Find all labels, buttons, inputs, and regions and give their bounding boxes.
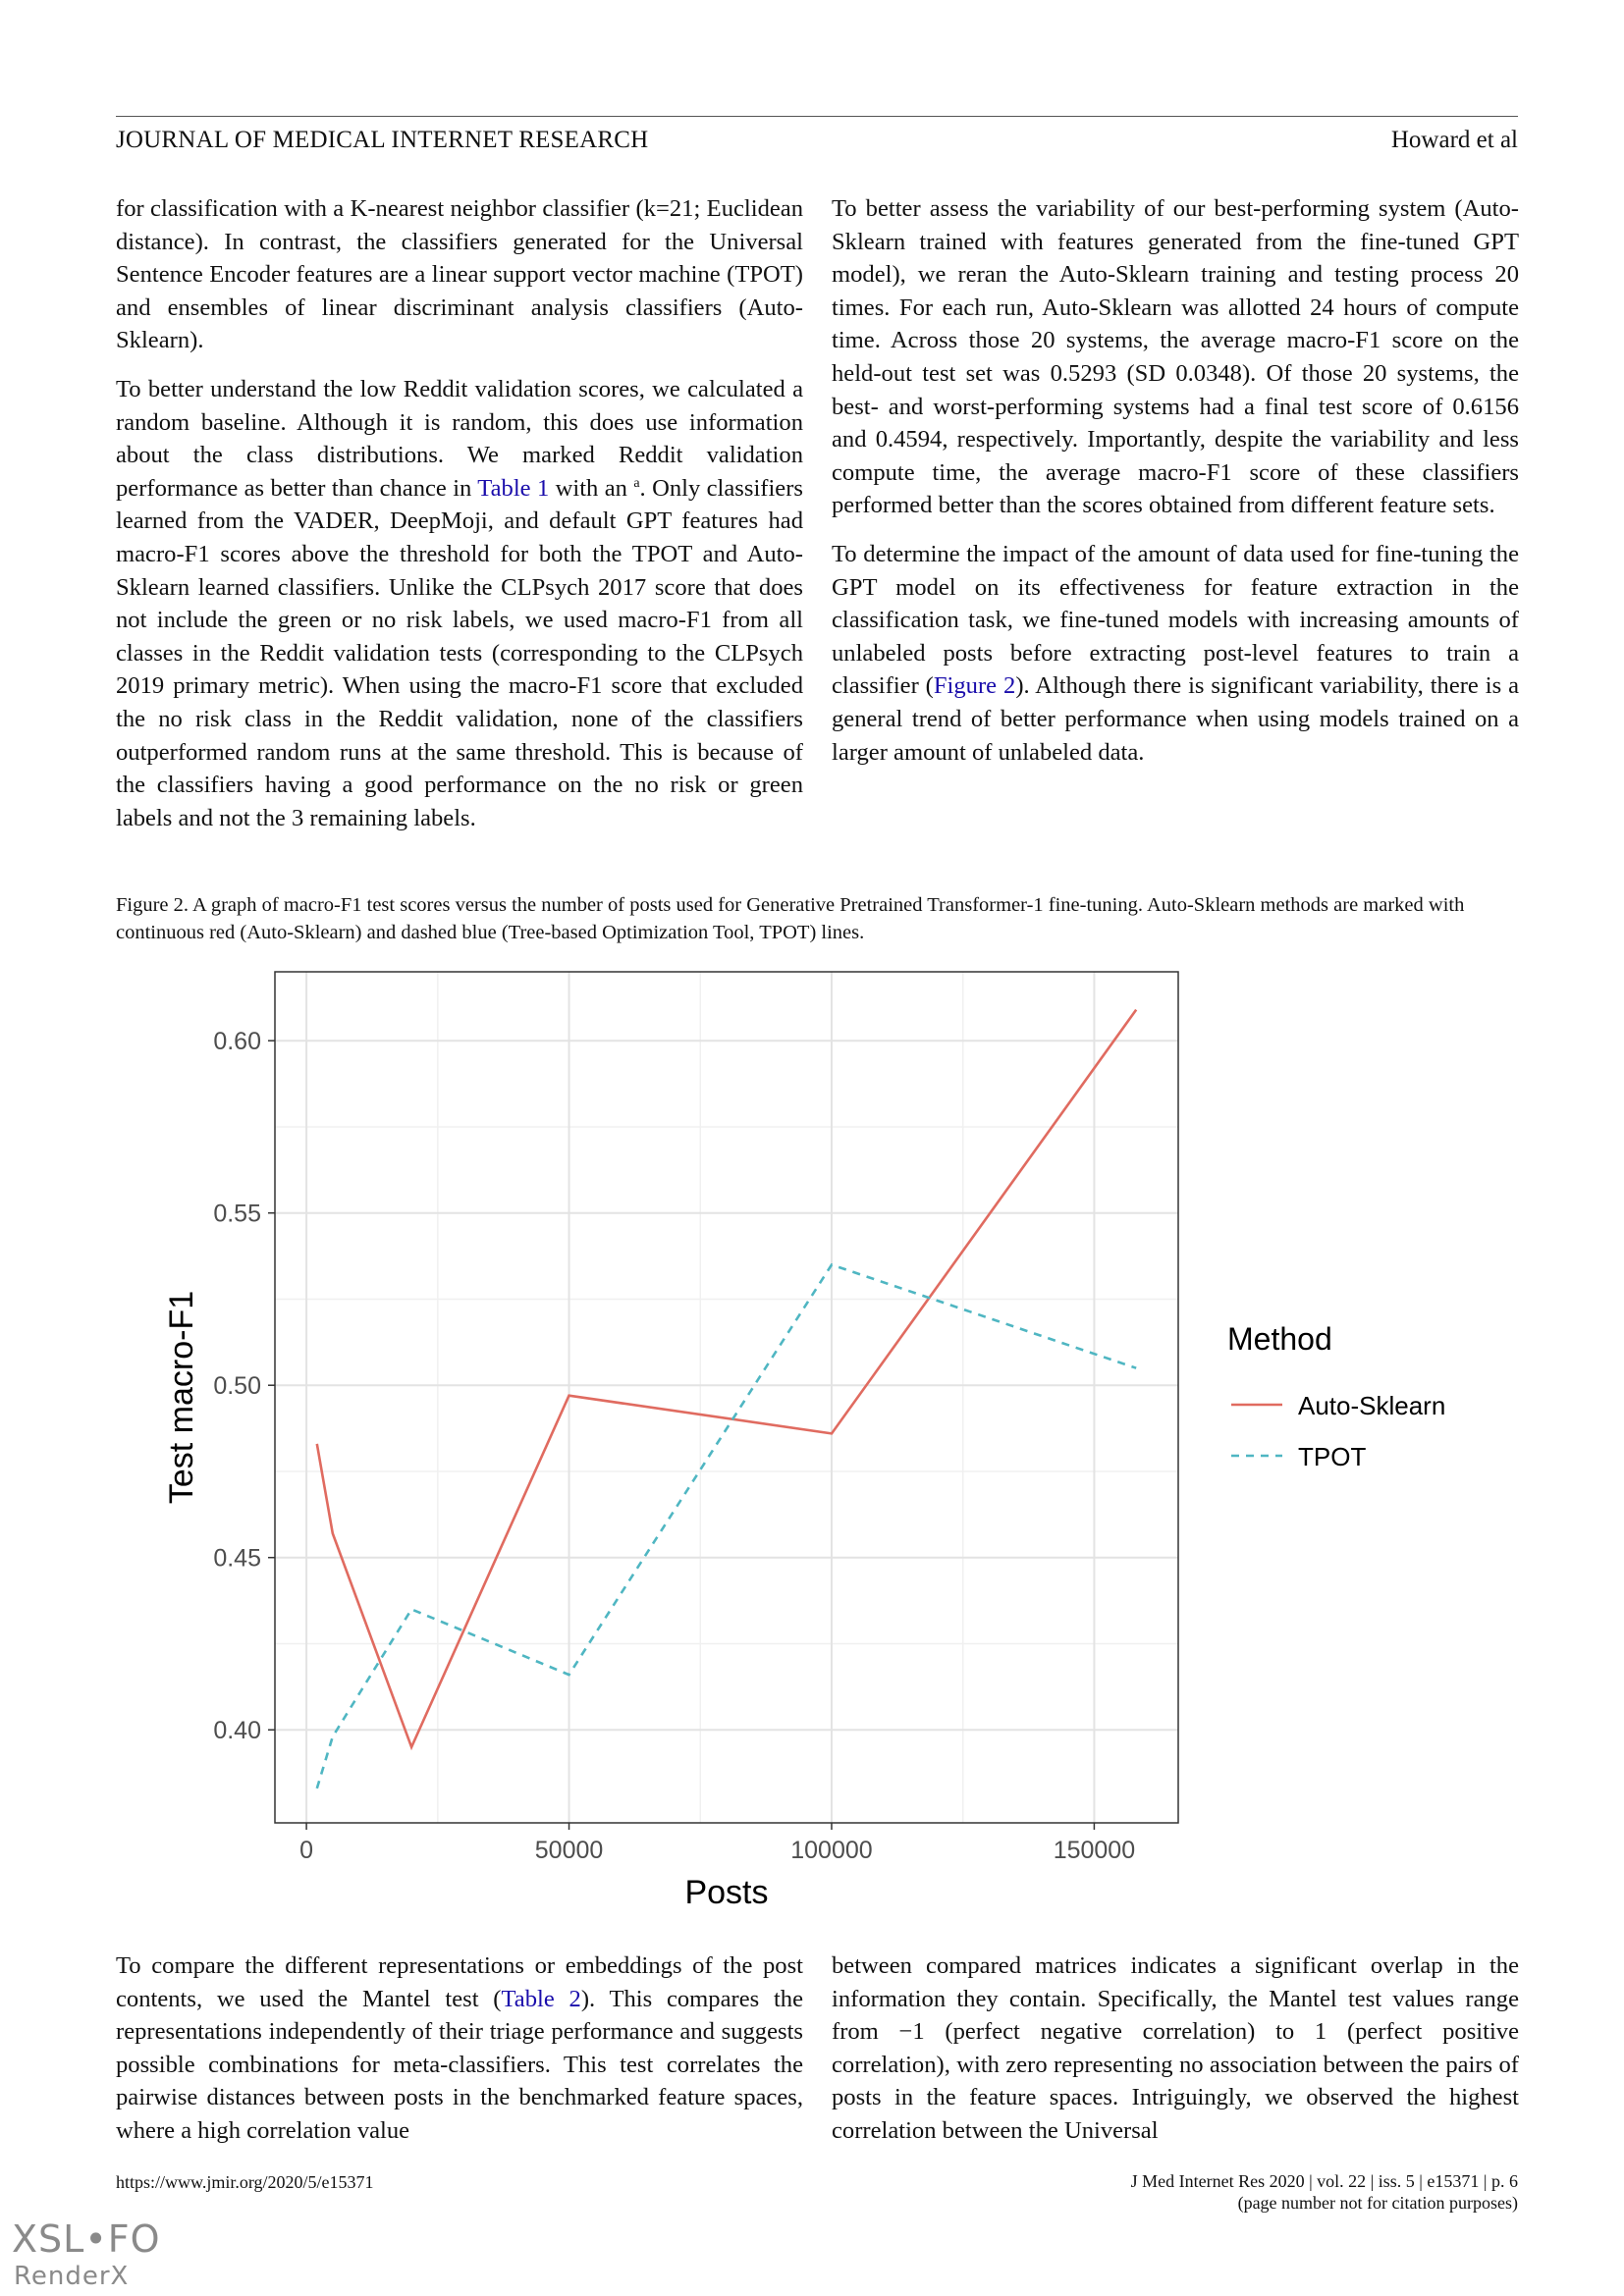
legend-title: Method — [1227, 1321, 1332, 1357]
xslfo-logo: XSL•FO — [12, 2217, 161, 2261]
citation-line: J Med Internet Res 2020 | vol. 22 | iss. 5 | e15371 | p. 6 — [1130, 2171, 1518, 2191]
paragraph: between compared matrices indicates a significant overlap in the information they contain. Specifically, the Mantel test values range from −1 (perfect negative correlation) to 1 (perfect positive correlation), with zero representing no association between the pairs of posts in the feature spaces. Intriguingly, we observed the highest correlation between the Universal — [832, 1952, 1519, 2144]
footer-citation — [1131, 2170, 1518, 2214]
figure-2-link[interactable]: Figure 2 — [933, 672, 1016, 700]
x-tick-label: 0 — [299, 1837, 314, 1864]
y-axis-label: Test macro-F1 — [163, 1290, 200, 1505]
x-tick-label: 50000 — [534, 1837, 604, 1864]
running-header — [116, 116, 1518, 153]
y-tick-label: 0.50 — [213, 1372, 261, 1401]
legend-label: TPOT — [1298, 1442, 1367, 1471]
right-column-bottom — [832, 1949, 1519, 2163]
left-column-top — [116, 192, 803, 850]
figure-2-chart — [157, 962, 1473, 1904]
footer-url[interactable]: https://www.jmir.org/2020/5/e15371 — [116, 2172, 374, 2192]
right-column-top — [832, 192, 1519, 784]
journal-title: JOURNAL OF MEDICAL INTERNET RESEARCH — [116, 127, 649, 153]
left-column-bottom — [116, 1949, 803, 2163]
x-tick-label: 100000 — [790, 1837, 873, 1864]
table-1-link[interactable]: Table 1 — [477, 474, 550, 502]
y-tick-label: 0.45 — [213, 1544, 261, 1573]
citation-note: (page number not for citation purposes) — [1237, 2193, 1518, 2213]
paragraph: To compare the different representations or embeddings of the post contents, we used the Mantel test (Table 2). This compares the representations independently of their triage performance and suggests possible combinations for meta-classifiers. This test correlates the pairwise distances between posts in the benchmarked feature spaces, where a high correlation value — [116, 1952, 803, 2144]
y-tick-label: 0.60 — [213, 1028, 261, 1056]
paragraph: To determine the impact of the amount of data used for fine-tuning the GPT model on its effectiveness for feature extraction in the classification task, we fine-tuned models with increasing amounts of unlabeled posts before extracting post-level features to train a classifier (Figure 2). Although there is significant variability, there is a general trend of better performance when using models trained on a larger amount of unlabeled data. — [832, 540, 1519, 766]
x-tick-label: 150000 — [1053, 1837, 1136, 1864]
y-tick-label: 0.55 — [213, 1200, 261, 1228]
paragraph: To better assess the variability of our best-performing system (Auto-Sklearn trained with features generated from the fine-tuned GPT model), we reran the Auto-Sklearn training and testing process 20 times. For each run, Auto-Sklearn was allotted 24 hours of compute time. Across those 20 systems, the average macro-F1 score on the held-out test set was 0.5293 (SD 0.0348). Of those 20 systems, the best- and worst-performing systems had a final test score of 0.6156 and 0.4594, respectively. Importantly, despite the variability and less compute time, the average macro-F1 score of these classifiers performed better than the scores obtained from different feature sets. — [832, 195, 1519, 519]
paragraph: To better understand the low Reddit validation scores, we calculated a random baseline. Although it is random, this does use information about the class distributions. We marked Reddit validation performance as better than chance in Table 1 with an $^a$. Only classifiers learned from the VADER, DeepMoji, and default GPT features had macro-F1 scores above the threshold for both the TPOT and Auto-Sklearn learned classifiers. Unlike the CLPsych 2017 score that does not include the green or no risk labels, we used macro-F1 from all classes in the Reddit validation tests (corresponding to the CLPsych 2019 primary metric). When using the macro-F1 score that excluded the no risk class in the Reddit validation, none of the classifiers outperformed random runs at the same threshold. This is because of the classifiers having a good performance on the no risk or green labels and not the 3 remaining labels. — [116, 375, 803, 831]
x-axis-label: Posts — [684, 1874, 769, 1904]
plot-panel — [275, 972, 1178, 1823]
legend-label: Auto-Sklearn — [1298, 1391, 1446, 1420]
line-chart — [157, 962, 1473, 1904]
paragraph: for classification with a K-nearest neighbor classifier (k=21; Euclidean distance). In contrast, the classifiers generated for the Universal Sentence Encoder features are a linear support vector machine (TPOT) and ensembles of linear discriminant analysis classifiers (Auto-Sklearn). — [116, 195, 803, 354]
renderx-logo: RenderX — [14, 2262, 130, 2291]
table-2-link[interactable]: Table 2 — [501, 1985, 581, 2012]
footnote-marker: a — [633, 475, 640, 491]
header-authors: Howard et al — [1390, 127, 1518, 153]
y-tick-label: 0.40 — [213, 1717, 261, 1745]
figure-caption: Figure 2. A graph of macro-F1 test scores versus the number of posts used for Generative Pretrained Transformer-1 fine-tuning. Auto-Sklearn methods are marked with continuous red (Auto-Sklearn) and dashed blue (Tree-based Optimization Tool, TPOT) lines. — [116, 894, 1465, 943]
